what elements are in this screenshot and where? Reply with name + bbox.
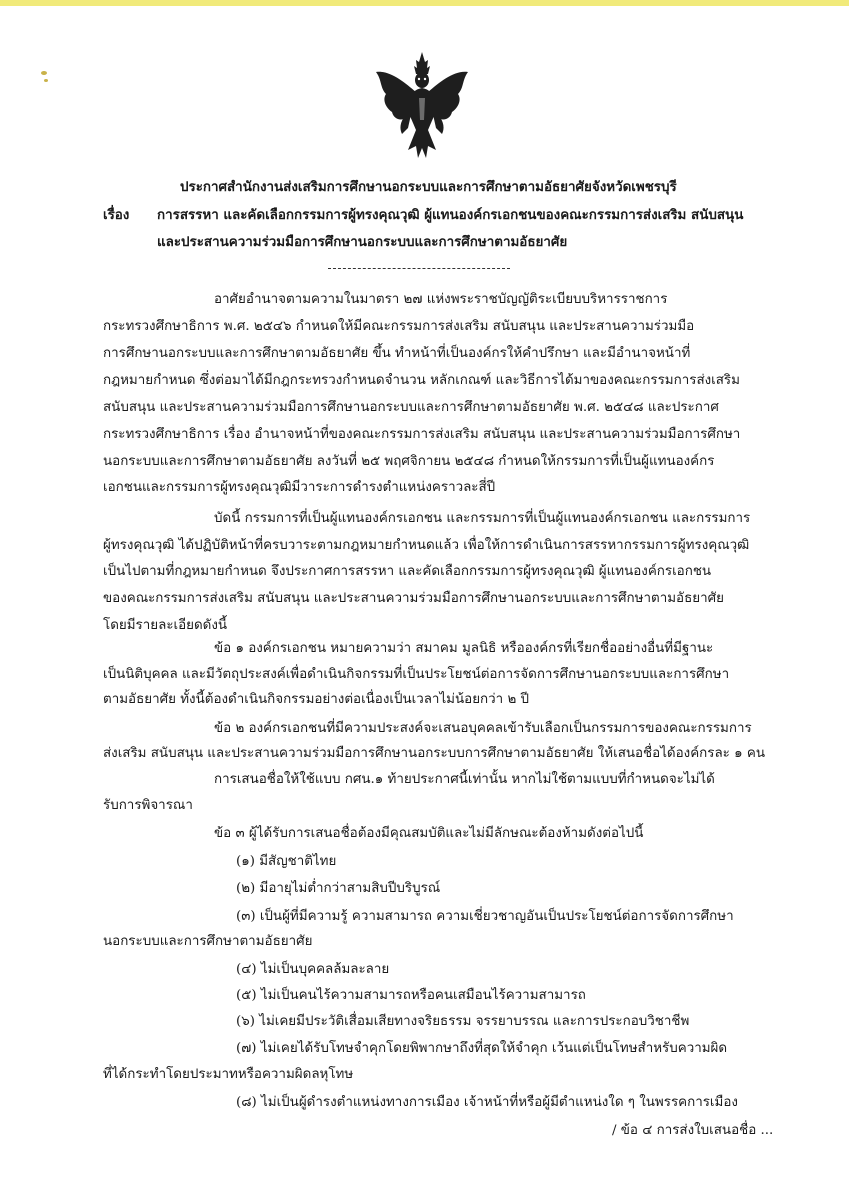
body-line: โดยมีรายละเอียดดังนี้ bbox=[103, 618, 228, 633]
body-line: กระทรวงศึกษาธิการ เรื่อง อำนาจหน้าที่ของคณะกรรมการส่งเสริม สนับสนุน และประสานความร่วมมือการศึกษา bbox=[103, 427, 741, 442]
scan-speck bbox=[44, 79, 48, 82]
list-item-continuation: ที่ได้กระทำโดยประมาทหรือความผิดลหุโทษ bbox=[103, 1067, 354, 1082]
subject-label: เรื่อง bbox=[103, 207, 130, 223]
body-line: ผู้ทรงคุณวุฒิ ได้ปฏิบัติหน้าที่ครบวาระตามกฎหมายกำหนดแล้ว เพื่อให้การดำเนินการสรรหากรรมการผู้ทรงคุณวุฒิ bbox=[103, 538, 750, 553]
subject-line: การสรรหา และคัดเลือกกรรมการผู้ทรงคุณวุฒิ ผู้แทนองค์กรเอกชนของคณะกรรมการส่งเสริม สนับสนุน bbox=[157, 207, 744, 223]
subject-line: และประสานความร่วมมือการศึกษานอกระบบและการศึกษาตามอัธยาศัย bbox=[157, 234, 568, 250]
body-line: กฎหมายกำหนด ซึ่งต่อมาได้มีกฎกระทรวงกำหนดจำนวน หลักเกณฑ์ และวิธีการได้มาของคณะกรรมการส่งเสริม bbox=[103, 373, 740, 388]
list-item-continuation: นอกระบบและการศึกษาตามอัธยาศัย bbox=[103, 934, 313, 949]
clause-line: ส่งเสริม สนับสนุน และประสานความร่วมมือการศึกษานอกระบบการศึกษาตามอัธยาศัย ให้เสนอชื่อได้องค์กรละ ๑ คน bbox=[103, 746, 765, 761]
list-item: (๒) มีอายุไม่ต่ำกว่าสามสิบปีบริบูรณ์ bbox=[236, 881, 441, 896]
body-line: บัดนี้ กรรมการที่เป็นผู้แทนองค์กรเอกชน และกรรมการที่เป็นผู้แทนองค์กรเอกชน และกรรมการ bbox=[214, 511, 751, 526]
clause-line: ข้อ ๑ องค์กรเอกชน หมายความว่า สมาคม มูลนิธิ หรือองค์กรที่เรียกชื่ออย่างอื่นที่มีฐานะ bbox=[214, 641, 714, 656]
list-item: (๖) ไม่เคยมีประวัติเสื่อมเสียทางจริยธรรม จรรยาบรรณ และการประกอบวิชาชีพ bbox=[236, 1014, 690, 1029]
clause-line: การเสนอชื่อให้ใช้แบบ กศน.๑ ท้ายประกาศนี้เท่านั้น หากไม่ใช้ตามแบบที่กำหนดจะไม่ได้ bbox=[214, 772, 715, 787]
scan-speck bbox=[41, 71, 47, 75]
body-line: นอกระบบและการศึกษาตามอัธยาศัย ลงวันที่ ๒๕ พฤศจิกายน ๒๕๔๘ กำหนดให้กรรมการที่เป็นผู้แทนองค์กร bbox=[103, 454, 715, 469]
list-item: (๑) มีสัญชาติไทย bbox=[236, 854, 337, 869]
continued-note: / ข้อ ๔ การส่งใบเสนอชื่อ ... bbox=[612, 1123, 774, 1138]
list-item: (๘) ไม่เป็นผู้ดำรงตำแหน่งทางการเมือง เจ้าหน้าที่หรือผู้มีตำแหน่งใด ๆ ในพรรคการเมือง bbox=[236, 1095, 738, 1110]
clause-line: ตามอัธยาศัย ทั้งนี้ต้องดำเนินกิจกรรมอย่างต่อเนื่องเป็นเวลาไม่น้อยกว่า ๒ ปี bbox=[103, 692, 530, 707]
body-line: เป็นไปตามที่กฎหมายกำหนด จึงประกาศการสรรหา และคัดเลือกกรรมการผู้ทรงคุณวุฒิ ผู้แทนองค์กรเอกชน bbox=[103, 564, 712, 579]
garuda-emblem bbox=[372, 50, 472, 162]
clause-line: รับการพิจารณา bbox=[103, 798, 193, 813]
list-item: (๓) เป็นผู้ที่มีความรู้ ความสามารถ ความเชี่ยวชาญอันเป็นประโยชน์ต่อการจัดการศึกษา bbox=[236, 909, 734, 924]
body-line: อาศัยอำนาจตามความในมาตรา ๒๗ แห่งพระราชบัญญัติระเบียบบริหารราชการ bbox=[214, 292, 668, 307]
body-line: สนับสนุน และประสานความร่วมมือการศึกษานอกระบบและการศึกษาตามอัธยาศัย พ.ศ. ๒๕๔๘ และประกาศ bbox=[103, 400, 719, 415]
clause-line: ข้อ ๒ องค์กรเอกชนที่มีความประสงค์จะเสนอบุคคลเข้ารับเลือกเป็นกรรมการของคณะกรรมการ bbox=[214, 721, 752, 736]
body-line: เอกชนและกรรมการผู้ทรงคุณวุฒิมีวาระการดำรงตำแหน่งคราวละสี่ปี bbox=[103, 480, 496, 495]
list-item: (๗) ไม่เคยได้รับโทษจำคุกโดยพิพากษาถึงที่สุดให้จำคุก เว้นแต่เป็นโทษสำหรับความผิด bbox=[236, 1041, 728, 1056]
clause-line: ข้อ ๓ ผู้ได้รับการเสนอชื่อต้องมีคุณสมบัติและไม่มีลักษณะต้องห้ามดังต่อไปนี้ bbox=[214, 826, 644, 841]
scan-edge-band bbox=[0, 0, 849, 6]
clause-line: เป็นนิติบุคคล และมีวัตถุประสงค์เพื่อดำเนินกิจกรรมที่เป็นประโยชน์ต่อการจัดการศึกษานอกระบบและการศึกษา bbox=[103, 667, 730, 682]
title-divider bbox=[328, 268, 510, 269]
document-title: ประกาศสำนักงานส่งเสริมการศึกษานอกระบบและการศึกษาตามอัธยาศัยจังหวัดเพชรบุรี bbox=[180, 179, 677, 195]
body-line: ของคณะกรรมการส่งเสริม สนับสนุน และประสานความร่วมมือการศึกษานอกระบบและการศึกษาตามอัธยาศัย bbox=[103, 591, 724, 606]
body-line: กระทรวงศึกษาธิการ พ.ศ. ๒๕๔๖ กำหนดให้มีคณะกรรมการส่งเสริม สนับสนุน และประสานความร่วมมือ bbox=[103, 319, 695, 334]
list-item: (๕) ไม่เป็นคนไร้ความสามารถหรือคนเสมือนไร้ความสามารถ bbox=[236, 988, 586, 1003]
list-item: (๔) ไม่เป็นบุคคลล้มละลาย bbox=[236, 962, 390, 977]
body-line: การศึกษานอกระบบและการศึกษาตามอัธยาศัย ขึ้น ทำหน้าที่เป็นองค์กรให้คำปรึกษา และมีอำนาจหน้าที่ bbox=[103, 346, 691, 361]
